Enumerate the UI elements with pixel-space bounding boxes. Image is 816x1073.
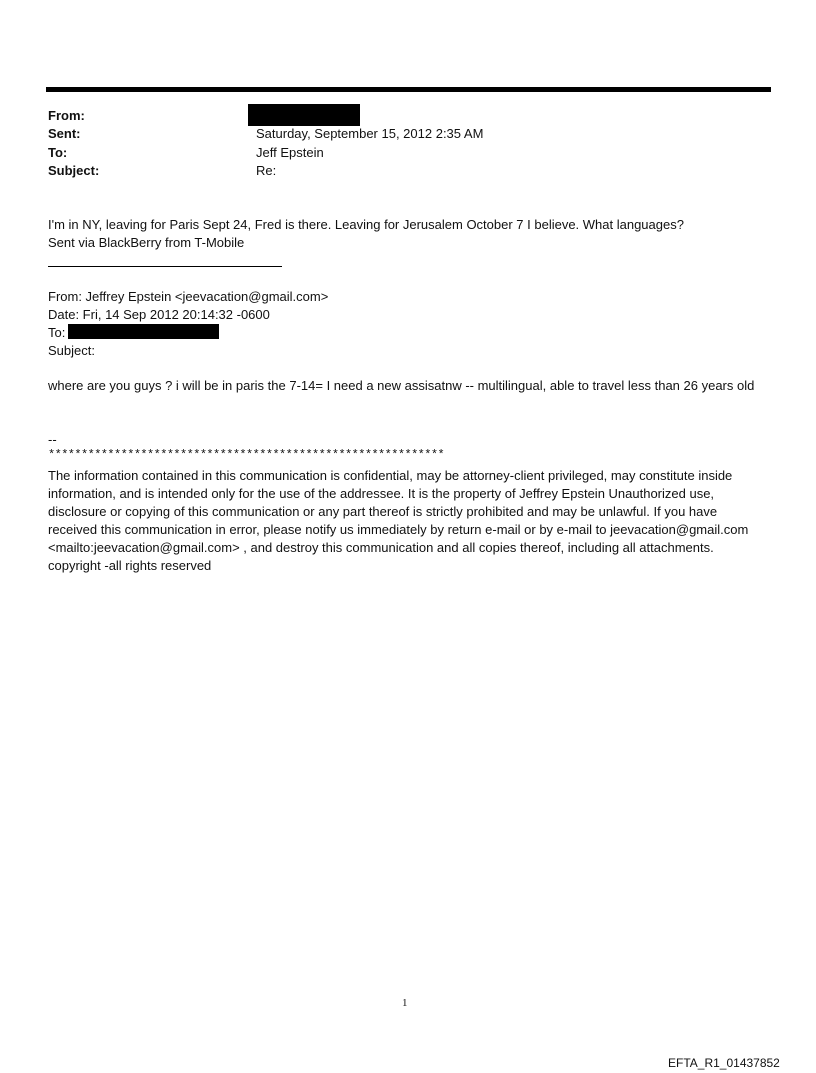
quoted-body: where are you guys ? i will be in paris the 7-14= I need a new assisatnw -- multilingual, able to travel less than 26 years old [48,378,755,393]
page-number: 1 [402,997,408,1009]
sent-label: Sent: [48,126,81,141]
reply-line-2: Sent via BlackBerry from T-Mobile [48,235,245,250]
quote-separator [48,266,282,267]
document-id: EFTA_R1_01437852 [668,1056,780,1070]
quoted-from: From: Jeffrey Epstein <jeevacation@gmail.com> [48,289,329,304]
quoted-subject: Subject: [48,343,95,358]
from-label: From: [48,108,85,123]
to-value: Jeff Epstein [256,145,324,160]
reply-line-1: I'm in NY, leaving for Paris Sept 24, Fred is there. Leaving for Jerusalem October 7 I believe. What languages? [48,217,684,232]
subject-label: Subject: [48,163,100,178]
quoted-to: To: [48,325,66,340]
header-rule [46,87,771,92]
from-redaction [248,104,360,126]
disclaimer: The information contained in this communication is confidential, may be attorney-client privileged, may constitute inside information, and is intended only for the use of the addressee. It is the property of Jeffrey Epstein Unauthorized use, disclosure or copying of this communication or any part thereof is strictly prohibited and may be unlawful. If you have received this communication in error, please notify us immediately by return e-mail or by e-mail to jeevacation@gmail.com <mailto:jeevacation@gmail.com> , and destroy this communication and all copies thereof, including all attachments. copyright -all rights reserved [48,468,749,573]
signature-stars: ************************************************************ [48,448,445,462]
signature-dashes: -- [48,432,57,447]
sent-value: Saturday, September 15, 2012 2:35 AM [256,126,484,141]
to-label: To: [48,145,68,160]
quoted-date: Date: Fri, 14 Sep 2012 20:14:32 -0600 [48,307,270,322]
to-redaction [68,324,219,339]
subject-value: Re: [256,163,277,178]
